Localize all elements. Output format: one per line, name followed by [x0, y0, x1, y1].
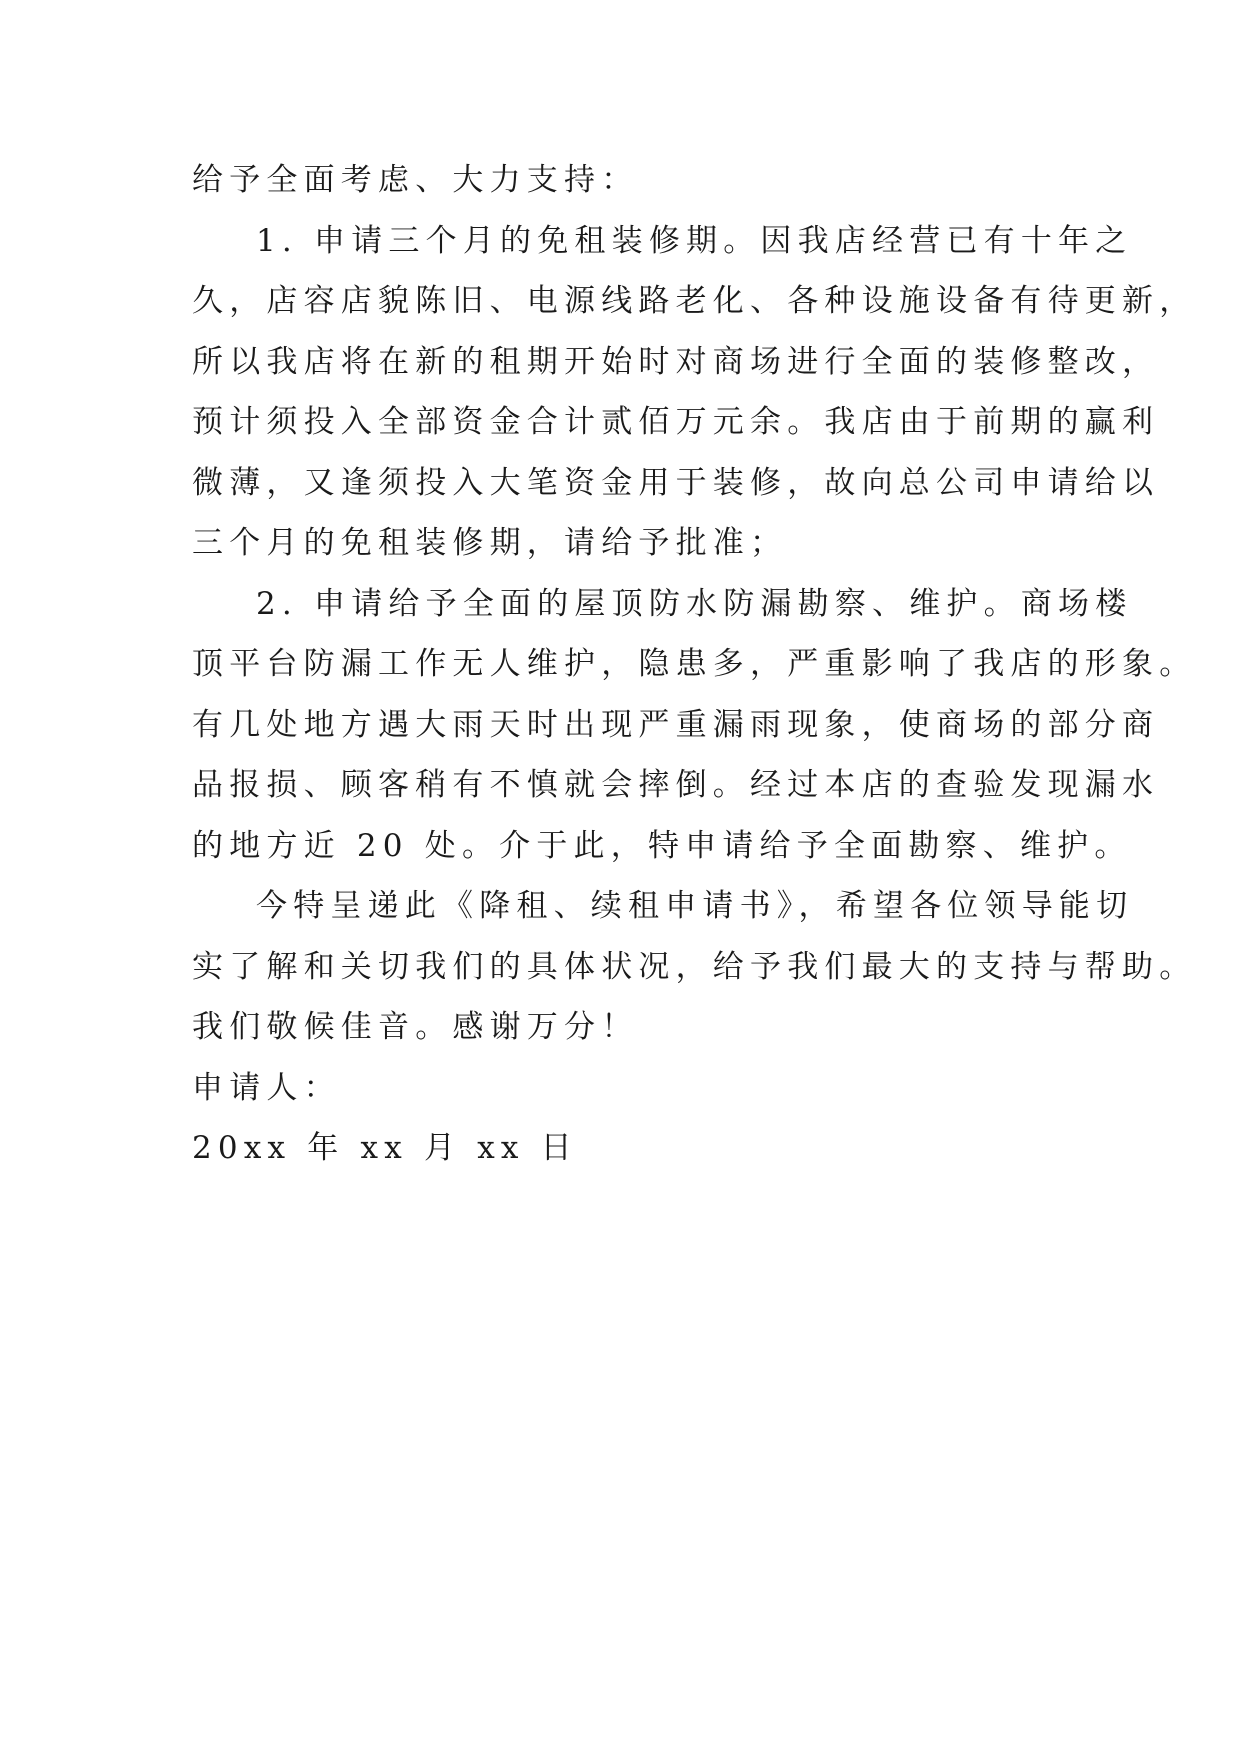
- date-line: 20xx 年 xx 月 xx 日: [192, 1130, 578, 1166]
- text-line: 2. 申请给予全面的屋顶防水防漏勘察、维护。商场楼: [256, 585, 1133, 622]
- text-line: 的地方近 20 处。介于此，特申请给予全面勘察、维护。: [192, 827, 1132, 864]
- applicant-label: 申请人：: [192, 1069, 341, 1106]
- text-line: 今特呈递此《降租、续租申请书》，希望各位领导能切: [256, 888, 1134, 924]
- text-line: 微薄，又逢须投入大笔资金用于装修，故向总公司申请给以: [192, 464, 1160, 501]
- text-line: 有几处地方遇大雨天时出现严重漏雨现象，使商场的部分商: [192, 706, 1160, 743]
- text-line: 品报损、顾客稍有不慎就会摔倒。经过本店的查验发现漏水: [192, 767, 1160, 803]
- text-line: 久，店容店貌陈旧、电源线路老化、各种设施设备有待更新，: [192, 283, 1197, 319]
- text-line: 预计须投入全部资金合计贰佰万元余。我店由于前期的赢利: [192, 404, 1160, 440]
- text-line: 实了解和关切我们的具体状况，给予我们最大的支持与帮助。: [192, 948, 1197, 985]
- text-line: 给予全面考虑、大力支持：: [192, 162, 639, 198]
- text-line: 三个月的免租装修期，请给予批准；: [192, 525, 788, 561]
- text-line: 顶平台防漏工作无人维护，隐患多，严重影响了我店的形象。: [192, 646, 1197, 682]
- text-line: 1. 申请三个月的免租装修期。因我店经营已有十年之: [256, 222, 1133, 259]
- letter-body: [192, 150, 1197, 1179]
- text-line: 所以我店将在新的租期开始时对商场进行全面的装修整改，: [192, 343, 1160, 380]
- text-line: 我们敬候佳音。感谢万分！: [192, 1009, 639, 1045]
